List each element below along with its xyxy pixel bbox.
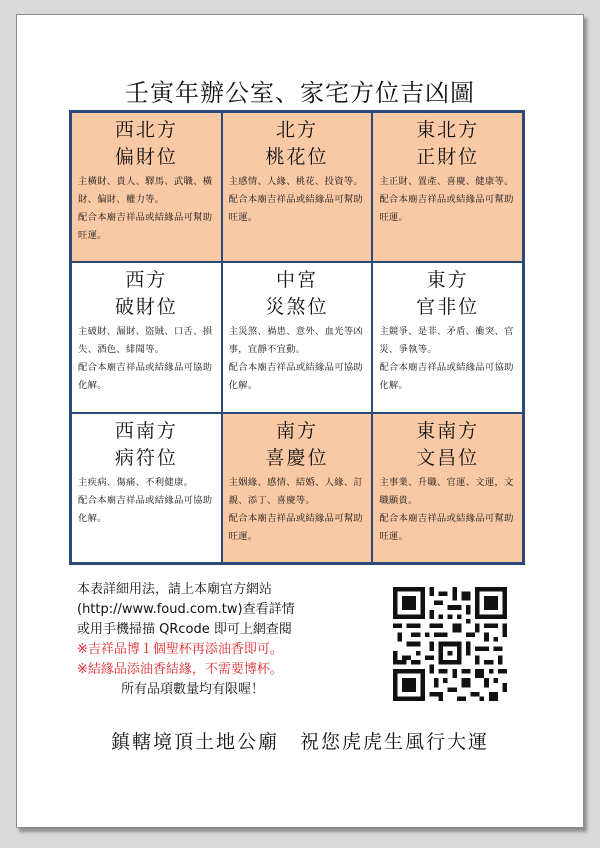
- note-text: 配合本廟吉祥品或結緣品可協助化解。: [228, 362, 364, 392]
- direction-label: 東北方: [416, 119, 480, 141]
- qr-code-icon[interactable]: [393, 587, 507, 701]
- description-text: 主橫財、貴人、驛馬、武職、橫財、偏財、權力等。: [78, 176, 213, 205]
- description-text: 主災煞、禍患、意外、血光等凶事，宜靜不宜動。: [228, 326, 364, 356]
- position-label: 文昌位: [416, 446, 480, 469]
- cell-center: [223, 263, 372, 411]
- description-text: 主感情、人緣、桃花、投資等。: [228, 176, 364, 187]
- description-text: 主正財、置產、喜慶、健康等。: [379, 176, 514, 187]
- description-text: 主破財、漏財、盜賊、口舌、損失、酒色、緋聞等。: [78, 326, 213, 356]
- footer-blessing: 鎮轄境頂土地公廟 祝您虎虎生風行大運: [110, 731, 489, 753]
- position-label: 官非位: [416, 296, 480, 319]
- position-label: 偏財位: [114, 146, 178, 168]
- position-label: 正財位: [416, 146, 480, 168]
- direction-label: 西北方: [114, 119, 178, 141]
- description-text: 主疾病、傷痛、不利健康。: [78, 476, 194, 488]
- note-text: 配合本廟吉祥品或結緣品可協助化解。: [78, 494, 213, 524]
- description-text: 主競爭、是非、矛盾、衝突、官災、爭執等。: [379, 326, 514, 356]
- direction-label: 北方: [275, 119, 318, 141]
- note-text: 配合本廟吉祥品或結緣品可幫助旺運。: [228, 512, 364, 542]
- cell-south: [223, 414, 372, 562]
- gift-item-note: ※結緣品添油香結緣，不需要博杯。: [77, 662, 283, 677]
- direction-label: 西南方: [114, 419, 178, 442]
- cell-west: [72, 263, 221, 411]
- direction-label: 南方: [275, 419, 318, 442]
- cell-southeast: [373, 414, 522, 562]
- cell-north: [223, 113, 372, 261]
- direction-label: 中宮: [275, 269, 318, 292]
- cell-southwest: [72, 414, 221, 562]
- info-line: 本表詳細用法，請上本廟官方網站: [77, 582, 273, 597]
- poster-sheet: [16, 14, 584, 828]
- auspicious-item-note: ※吉祥品博１個聖杯再添油香即可。: [77, 642, 283, 657]
- position-label: 破財位: [114, 296, 178, 319]
- cell-east: [373, 263, 522, 411]
- direction-grid: [69, 110, 525, 565]
- website-link[interactable]: (http://www.foud.com.tw)查看詳情: [77, 602, 295, 617]
- page-title: 壬寅年辦公室、家宅方位吉凶圖: [125, 79, 475, 107]
- cell-northwest: [72, 113, 221, 261]
- cell-northeast: [373, 113, 522, 261]
- position-label: 喜慶位: [265, 446, 329, 469]
- note-text: 配合本廟吉祥品或結緣品可協助化解。: [379, 362, 514, 392]
- description-text: 主事業、升職、官運、文運，文職顯貴。: [379, 476, 514, 506]
- position-label: 災煞位: [265, 296, 329, 319]
- position-label: 桃花位: [265, 146, 329, 168]
- direction-label: 東方: [426, 269, 469, 292]
- limited-quantity-note: 所有品項數量均有限喔！: [121, 682, 265, 697]
- position-label: 病符位: [114, 446, 178, 469]
- info-line: 或用手機掃描 QRcode 即可上網查閱: [77, 622, 292, 637]
- info-block: [77, 580, 407, 700]
- direction-label: 西方: [125, 269, 168, 292]
- note-text: 配合本廟吉祥品或結緣品可幫助旺運。: [78, 212, 213, 241]
- description-text: 主姻緣、感情、結婚、人緣、訂親、添丁、喜慶等。: [228, 476, 364, 506]
- note-text: 配合本廟吉祥品或結緣品可幫助旺運。: [228, 194, 364, 223]
- note-text: 配合本廟吉祥品或結緣品可幫助旺運。: [379, 512, 514, 542]
- note-text: 配合本廟吉祥品或結緣品可協助化解。: [78, 362, 213, 392]
- direction-label: 東南方: [416, 419, 480, 442]
- note-text: 配合本廟吉祥品或結緣品可幫助旺運。: [379, 194, 514, 223]
